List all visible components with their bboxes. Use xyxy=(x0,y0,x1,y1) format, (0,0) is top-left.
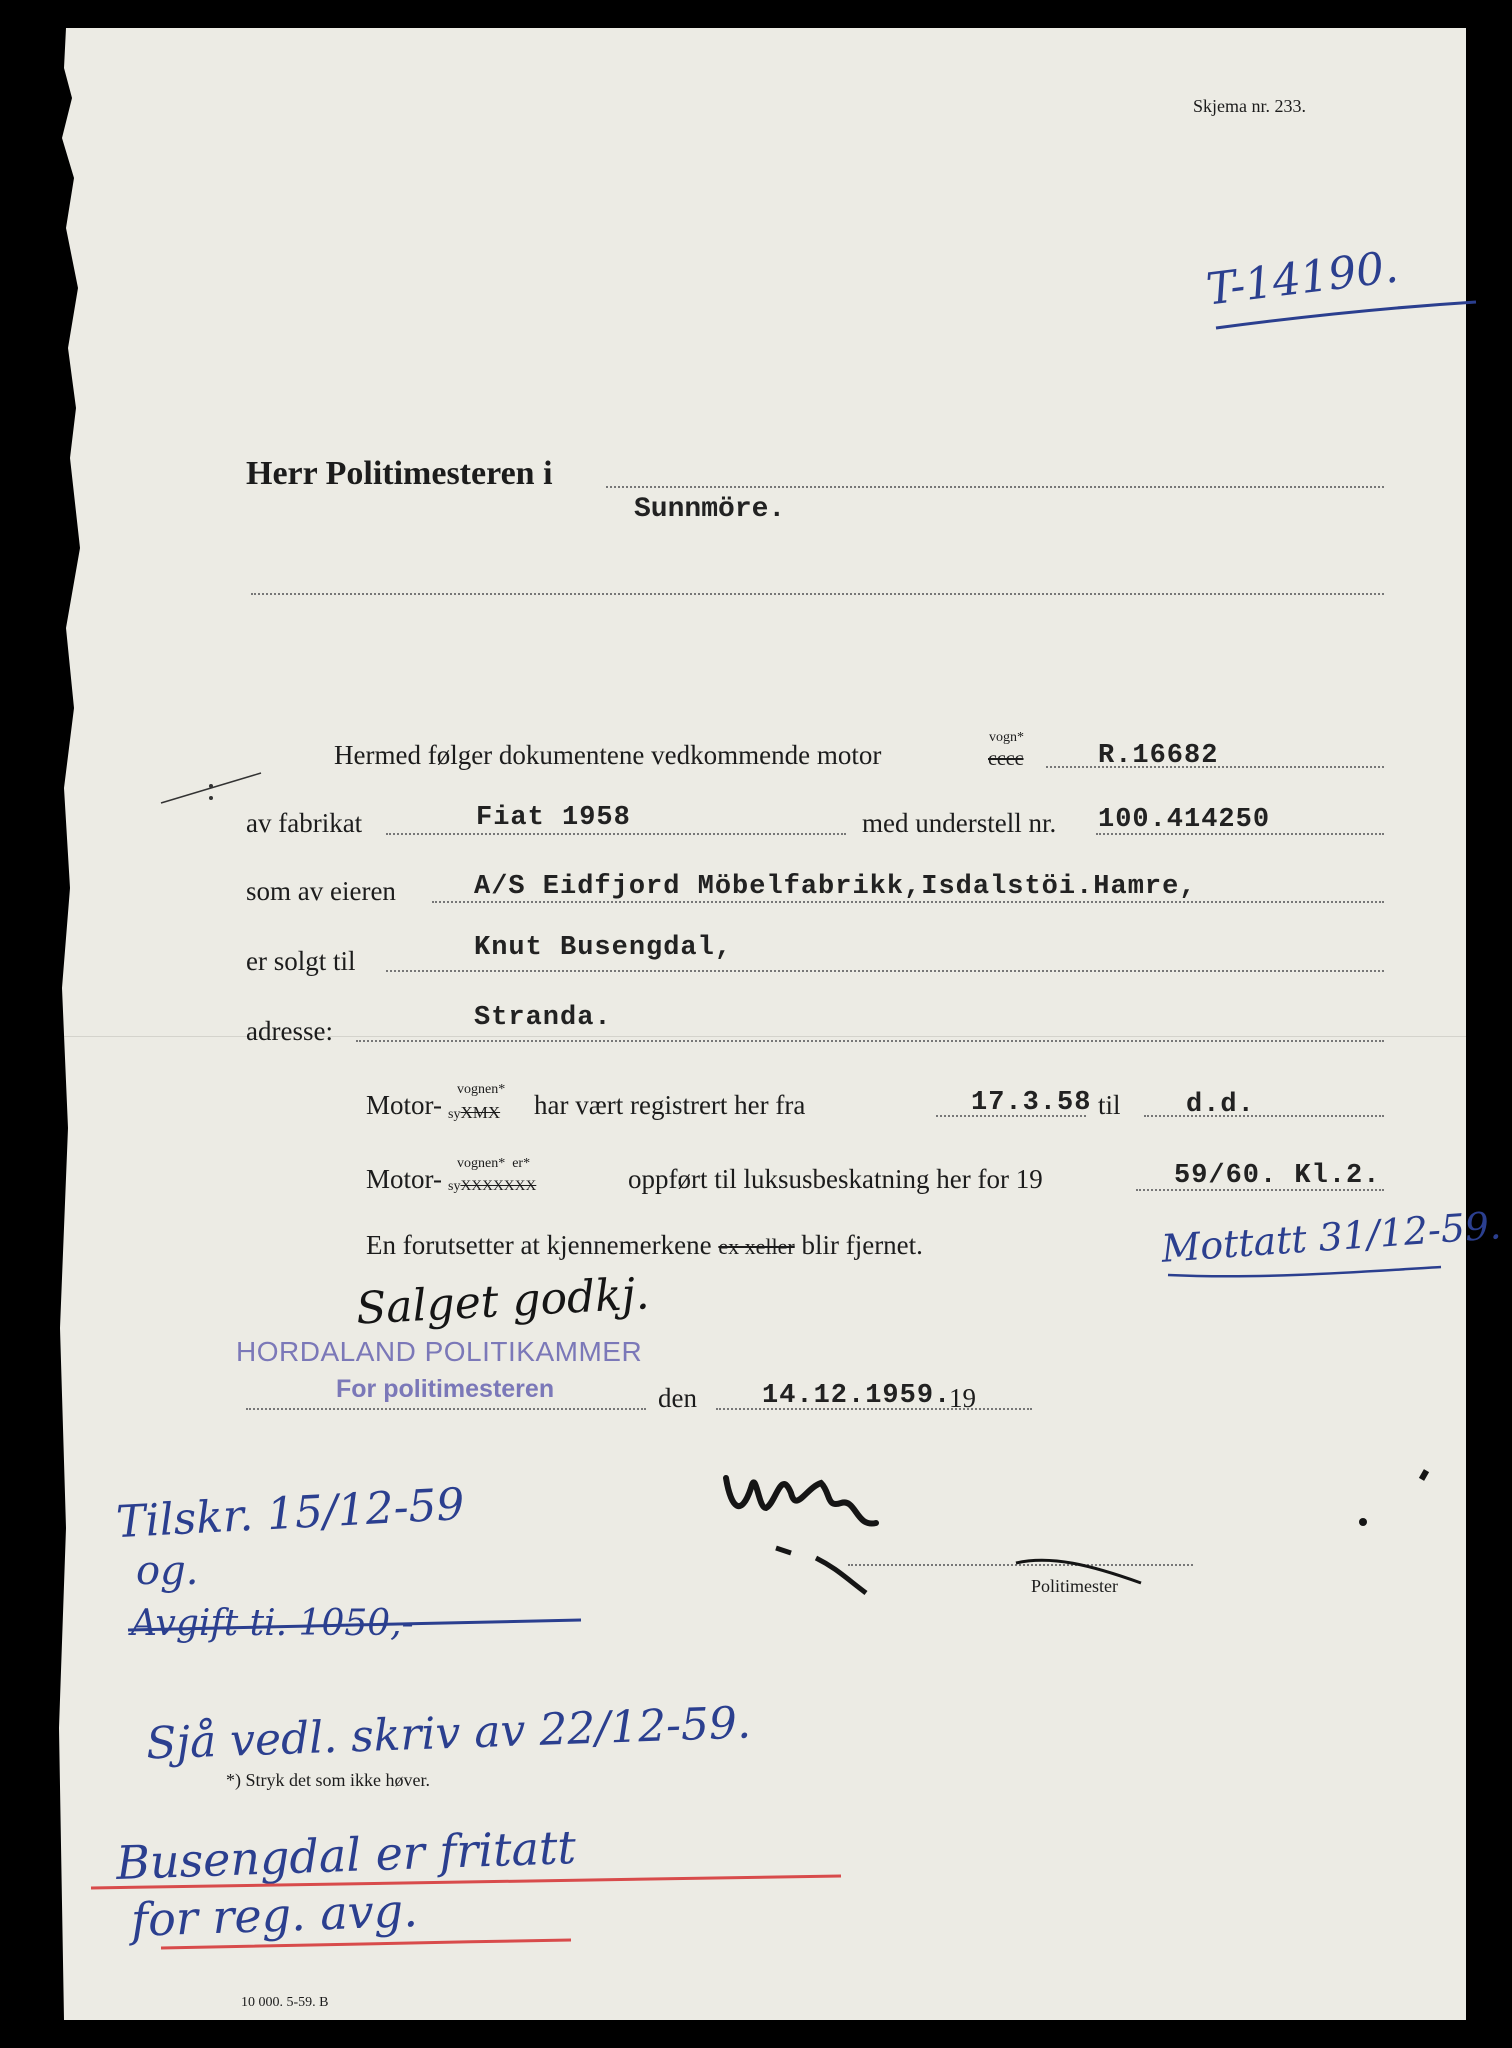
tax-prefix: Motor- xyxy=(366,1164,442,1194)
note-2: Sjå vedl. skriv av 22/12-59. xyxy=(145,1697,752,1770)
plates-text: En forutsetter at kjennemerkene ex xeller blir fjernet. xyxy=(366,1230,923,1260)
sale-approved-handwritten: Salget godkj. xyxy=(354,1268,651,1335)
note-1-line-1: Tilskr. 15/12-59 xyxy=(114,1478,466,1549)
addressee-district: Sunnmöre. xyxy=(634,494,786,525)
red-underline-2 xyxy=(156,1928,576,1958)
addressee-line-1 xyxy=(606,486,1384,488)
received-underline xyxy=(1166,1253,1446,1283)
date-year-suffix: 19 xyxy=(949,1383,976,1413)
registration-option-bottom: syXMX xyxy=(448,1103,501,1122)
document-page xyxy=(56,28,1503,2020)
signature-scribble xyxy=(696,1448,916,1608)
addressee-heading: Herr Politimesteren i xyxy=(246,455,553,492)
registration-option-top: vognen* xyxy=(457,1082,506,1097)
note-1-strikethrough xyxy=(126,1608,586,1638)
file-number-underline xyxy=(1211,298,1481,338)
tax-text: oppført til luksusbeskatning her for 19 xyxy=(628,1164,1043,1194)
address-line xyxy=(356,1040,1384,1042)
note-3-line-1: Busengdal er fritatt xyxy=(115,1819,577,1891)
vehicle-type-option: vogn* xyxy=(989,730,1024,745)
received-note-handwritten: Mottatt 31/12-59. xyxy=(1159,1203,1503,1271)
note-3-line-2: for reg. avg. xyxy=(130,1883,419,1947)
print-code: 10 000. 5-59. B xyxy=(241,1995,329,2010)
chassis-label: med understell nr. xyxy=(862,808,1057,838)
ink-dot xyxy=(1359,1518,1367,1526)
place-line xyxy=(246,1408,646,1410)
date-value: 14.12.1959. xyxy=(762,1381,952,1411)
buyer-value: Knut Busengdal, xyxy=(474,933,733,963)
manufacturer-label: av fabrikat xyxy=(246,808,363,838)
buyer-line xyxy=(386,970,1384,972)
registration-text: har vært registrert her fra xyxy=(534,1090,806,1120)
owner-label: som av eieren xyxy=(246,876,396,906)
signature-title: Politimester xyxy=(1031,1576,1118,1596)
stamp-line-1: HORDALAND POLITIKAMMER xyxy=(236,1336,643,1367)
tax-option-bottom: syXXXXXXX xyxy=(448,1178,537,1194)
registration-prefix: Motor- xyxy=(366,1090,442,1120)
to-label: til xyxy=(1098,1090,1121,1120)
den-label: den xyxy=(658,1383,697,1413)
note-1-line-2: og. xyxy=(136,1548,199,1594)
vehicle-type-struck: cccc xyxy=(988,748,1024,770)
owner-value: A/S Eidfjord Möbelfabrikk,Isdalstöi.Hamre, xyxy=(474,872,1197,902)
form-number: Skjema nr. 233. xyxy=(1193,96,1306,116)
tax-year-value: 59/60. Kl.2. xyxy=(1174,1161,1381,1191)
intro-text: Hermed følger dokumentene vedkommende motor xyxy=(334,740,882,770)
manufacturer-value: Fiat 1958 xyxy=(476,803,631,833)
from-date: 17.3.58 xyxy=(971,1088,1092,1118)
manufacturer-line xyxy=(386,833,846,835)
stamp-line-2: For politimesteren xyxy=(336,1375,555,1403)
ink-mark xyxy=(1419,1469,1429,1481)
address-label: adresse: xyxy=(246,1016,333,1046)
to-value: d.d. xyxy=(1186,1090,1255,1120)
address-value: Stranda. xyxy=(474,1003,612,1033)
margin-mark xyxy=(156,768,266,808)
tax-option-top: vognen* er* xyxy=(457,1156,531,1171)
addressee-line-2 xyxy=(251,593,1384,595)
buyer-label: er solgt til xyxy=(246,946,356,976)
chassis-value: 100.414250 xyxy=(1098,805,1271,835)
registration-number: R.16682 xyxy=(1098,741,1219,771)
torn-edge xyxy=(56,28,96,2020)
file-number-handwritten: T-14190. xyxy=(1203,241,1401,316)
note-1-struck: Avgift ti. 1050,- xyxy=(131,1603,414,1644)
footnote: *) Stryk det som ikke høver. xyxy=(226,1770,430,1790)
to-line xyxy=(1144,1115,1384,1117)
